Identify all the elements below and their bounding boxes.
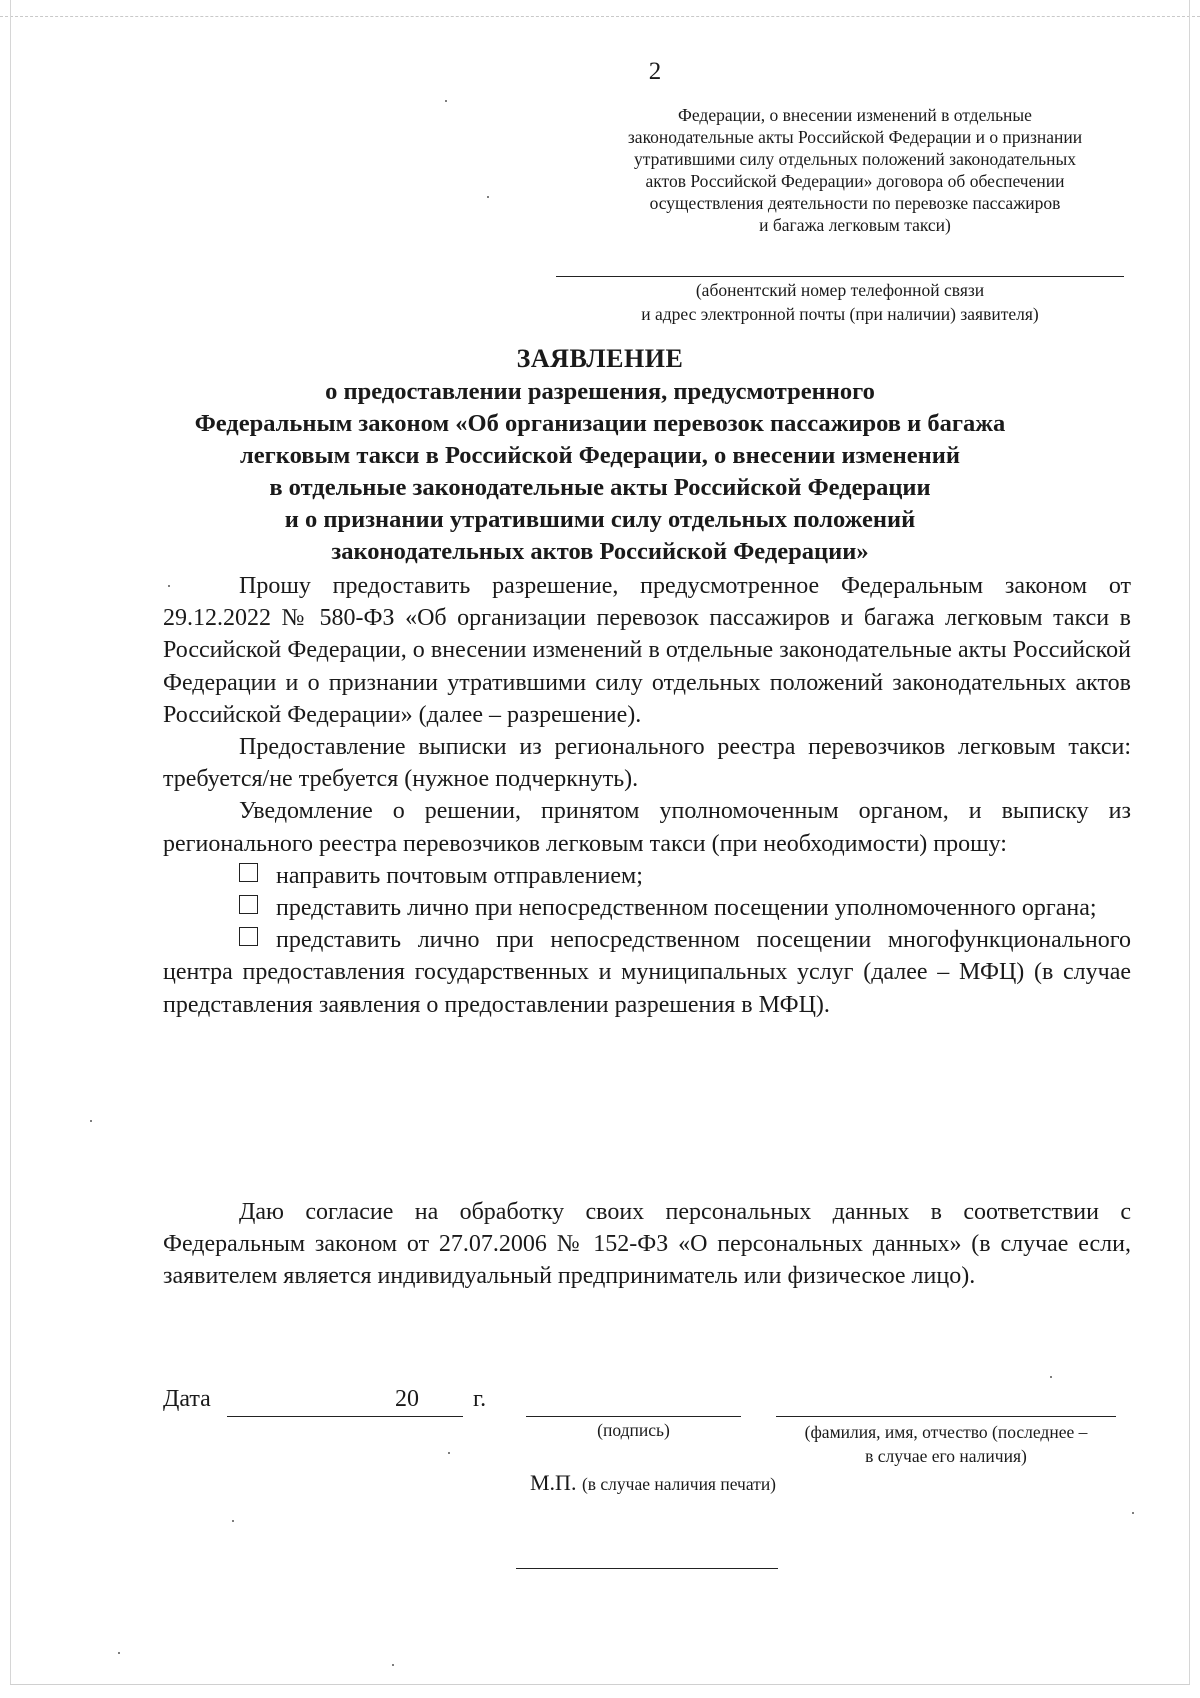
consent-paragraph: Даю согласие на обработку своих персональных данных в соответствии с Федеральным законом от 27.07.2006 № 152-ФЗ «О персональных данных» (в случае если, заявителем является индивидуальный предприниматель или физическое лицо). bbox=[163, 1199, 1131, 1290]
contact-caption-line: (абонентский номер телефонной связи bbox=[695, 280, 985, 300]
option-label: представить лично при непосредственном посещении многофункционального центра предоставления государственных и муниципальных услуг (далее – МФЦ) (в случае представления заявления о предоставлении разрешения в МФЦ). bbox=[163, 927, 1131, 1018]
notification-paragraph: Уведомление о решении, принятом уполномоченным органом, и выписку из регионального реестра перевозчиков легковым такси (при необходимости) прошу: bbox=[163, 798, 1131, 857]
checkbox-mfc[interactable] bbox=[239, 927, 258, 946]
scan-speck bbox=[487, 196, 489, 198]
date-label: Дата bbox=[163, 1386, 211, 1412]
contact-caption-line: и адрес электронной почты (при наличии) заявителя) bbox=[641, 304, 1039, 324]
scan-speck bbox=[1132, 1512, 1134, 1514]
delivery-option-authority[interactable] bbox=[163, 892, 1131, 924]
full-name-field-line[interactable] bbox=[776, 1416, 1116, 1417]
scan-speck bbox=[392, 1664, 394, 1666]
scan-speck bbox=[448, 1452, 450, 1454]
signature-caption: (подпись) bbox=[597, 1420, 670, 1440]
scan-edge-bottom bbox=[10, 1684, 1190, 1685]
scan-edge-right bbox=[1189, 0, 1190, 1684]
header-line: осуществления деятельности по перевозке пассажиров bbox=[649, 193, 1061, 213]
option-label: представить лично при непосредственном посещении уполномоченного органа; bbox=[276, 895, 1097, 922]
scan-speck bbox=[232, 1520, 234, 1522]
date-year-suffix: г. bbox=[473, 1386, 487, 1412]
delivery-option-post[interactable] bbox=[163, 860, 1131, 892]
title-block bbox=[150, 342, 1050, 568]
contact-field-line[interactable] bbox=[556, 276, 1124, 277]
header-block bbox=[575, 104, 1135, 236]
subtitle-line: законодательных актов Российской Федерации» bbox=[331, 538, 869, 565]
date-year-prefix: 20 bbox=[395, 1386, 419, 1412]
subtitle-line: Федеральным законом «Об организации перевозок пассажиров и багажа bbox=[194, 410, 1006, 437]
signature-field-line[interactable] bbox=[526, 1416, 741, 1417]
scan-speck bbox=[445, 100, 447, 102]
document-subtitle bbox=[150, 376, 1050, 568]
page-number: 2 bbox=[648, 58, 662, 85]
option-label: направить почтовым отправлением; bbox=[276, 862, 643, 889]
stamp-placeholder bbox=[530, 1470, 776, 1496]
request-paragraph: Прошу предоставить разрешение, предусмотренное Федеральным законом от 29.12.2022 № 580-ФЗ «Об организации перевозок пассажиров и багажа легковым такси в Российской Федерации, о внесении изменений в отдельные законодательные акты Российской Федерации и о признании утратившими силу отдельных положений законодательных актов Российской Федерации» (далее – разрешение). bbox=[163, 573, 1131, 728]
subtitle-line: и о признании утратившими силу отдельных положений bbox=[284, 506, 916, 533]
stamp-note: (в случае наличия печати) bbox=[581, 1474, 777, 1494]
header-line: актов Российской Федерации» договора об обеспечении bbox=[645, 171, 1065, 191]
date-field-line[interactable] bbox=[227, 1416, 463, 1417]
scan-speck bbox=[118, 1652, 120, 1654]
stamp-label: М.П. bbox=[530, 1470, 577, 1495]
subtitle-line: в отдельные законодательные акты Российской Федерации bbox=[269, 474, 931, 501]
full-name-caption-line: в случае его наличия) bbox=[865, 1446, 1027, 1466]
scan-speck bbox=[168, 585, 170, 587]
header-line: и багажа легковым такси) bbox=[759, 215, 951, 235]
consent-block bbox=[163, 1196, 1131, 1293]
document-title: ЗАЯВЛЕНИЕ bbox=[516, 344, 684, 373]
header-line: утратившими силу отдельных положений законодательных bbox=[633, 149, 1077, 169]
extract-paragraph: Предоставление выписки из регионального реестра перевозчиков легковым такси: требуется/не требуется (нужное подчеркнуть). bbox=[163, 734, 1131, 793]
header-line: Федерации, о внесении изменений в отдельные bbox=[678, 105, 1032, 125]
delivery-option-mfc[interactable] bbox=[163, 924, 1131, 1021]
scan-speck bbox=[1050, 1376, 1052, 1378]
scan-speck bbox=[90, 1120, 92, 1122]
scan-edge-top bbox=[0, 16, 1200, 17]
header-line: законодательные акты Российской Федерации и о признании bbox=[627, 127, 1083, 147]
body-text bbox=[163, 570, 1131, 1021]
checkbox-post[interactable] bbox=[239, 863, 258, 882]
scan-edge-left bbox=[10, 0, 11, 1684]
bottom-field-line[interactable] bbox=[516, 1568, 778, 1569]
subtitle-line: о предоставлении разрешения, предусмотренного bbox=[325, 378, 875, 405]
subtitle-line: легковым такси в Российской Федерации, о внесении изменений bbox=[240, 442, 960, 469]
full-name-caption-line: (фамилия, имя, отчество (последнее – bbox=[804, 1422, 1088, 1442]
checkbox-authority[interactable] bbox=[239, 895, 258, 914]
contact-caption bbox=[556, 278, 1124, 326]
full-name-caption bbox=[776, 1420, 1116, 1468]
